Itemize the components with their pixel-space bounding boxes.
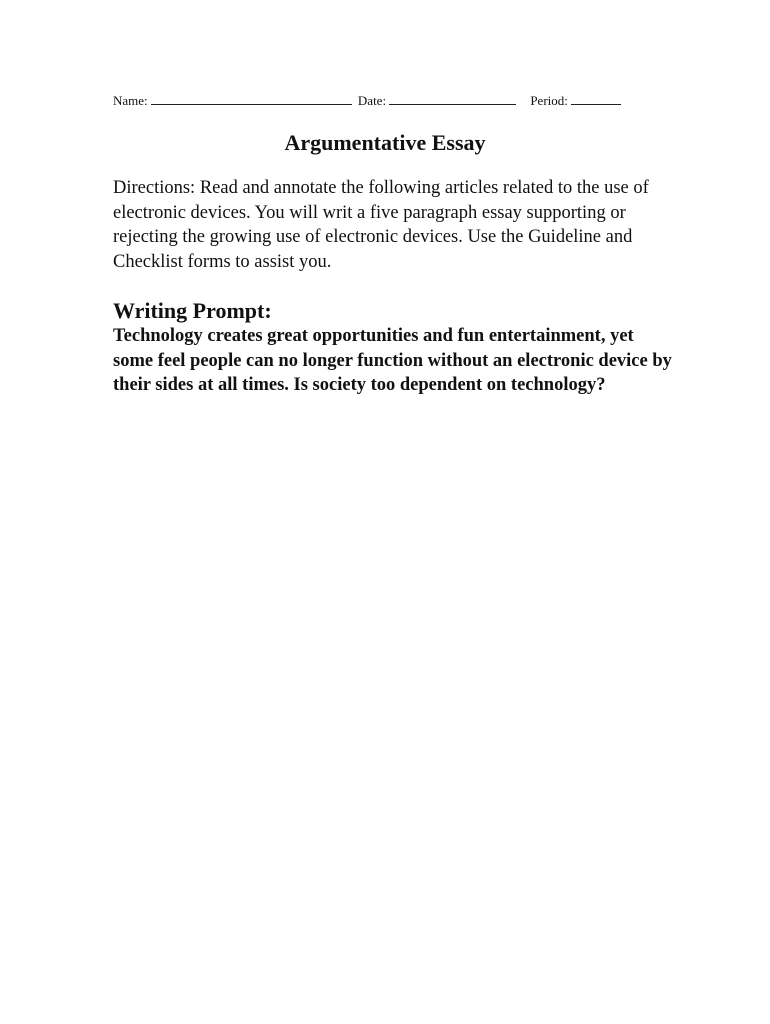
name-label: Name:: [113, 93, 148, 108]
period-blank: [571, 92, 621, 105]
page-title: Argumentative Essay: [284, 130, 486, 155]
directions-paragraph: Directions: Read and annotate the following articles related to the use of electronic devices. You will writ a five paragraph essay supporting or rejecting the growing use of electronic devices. Use the Guideline and Checklist forms to assist you.: [113, 178, 649, 272]
writing-prompt-text: Technology creates great opportunities and fun entertainment, yet some feel people can no longer function without an electronic device by their sides at all times. Is society too dependent on technology?: [113, 326, 672, 395]
name-blank: [151, 92, 352, 105]
date-blank: [389, 92, 516, 105]
period-label: Period:: [530, 93, 568, 108]
writing-prompt-heading: Writing Prompt:: [113, 298, 272, 323]
student-info-line: [113, 92, 673, 110]
date-label: Date:: [357, 93, 387, 108]
